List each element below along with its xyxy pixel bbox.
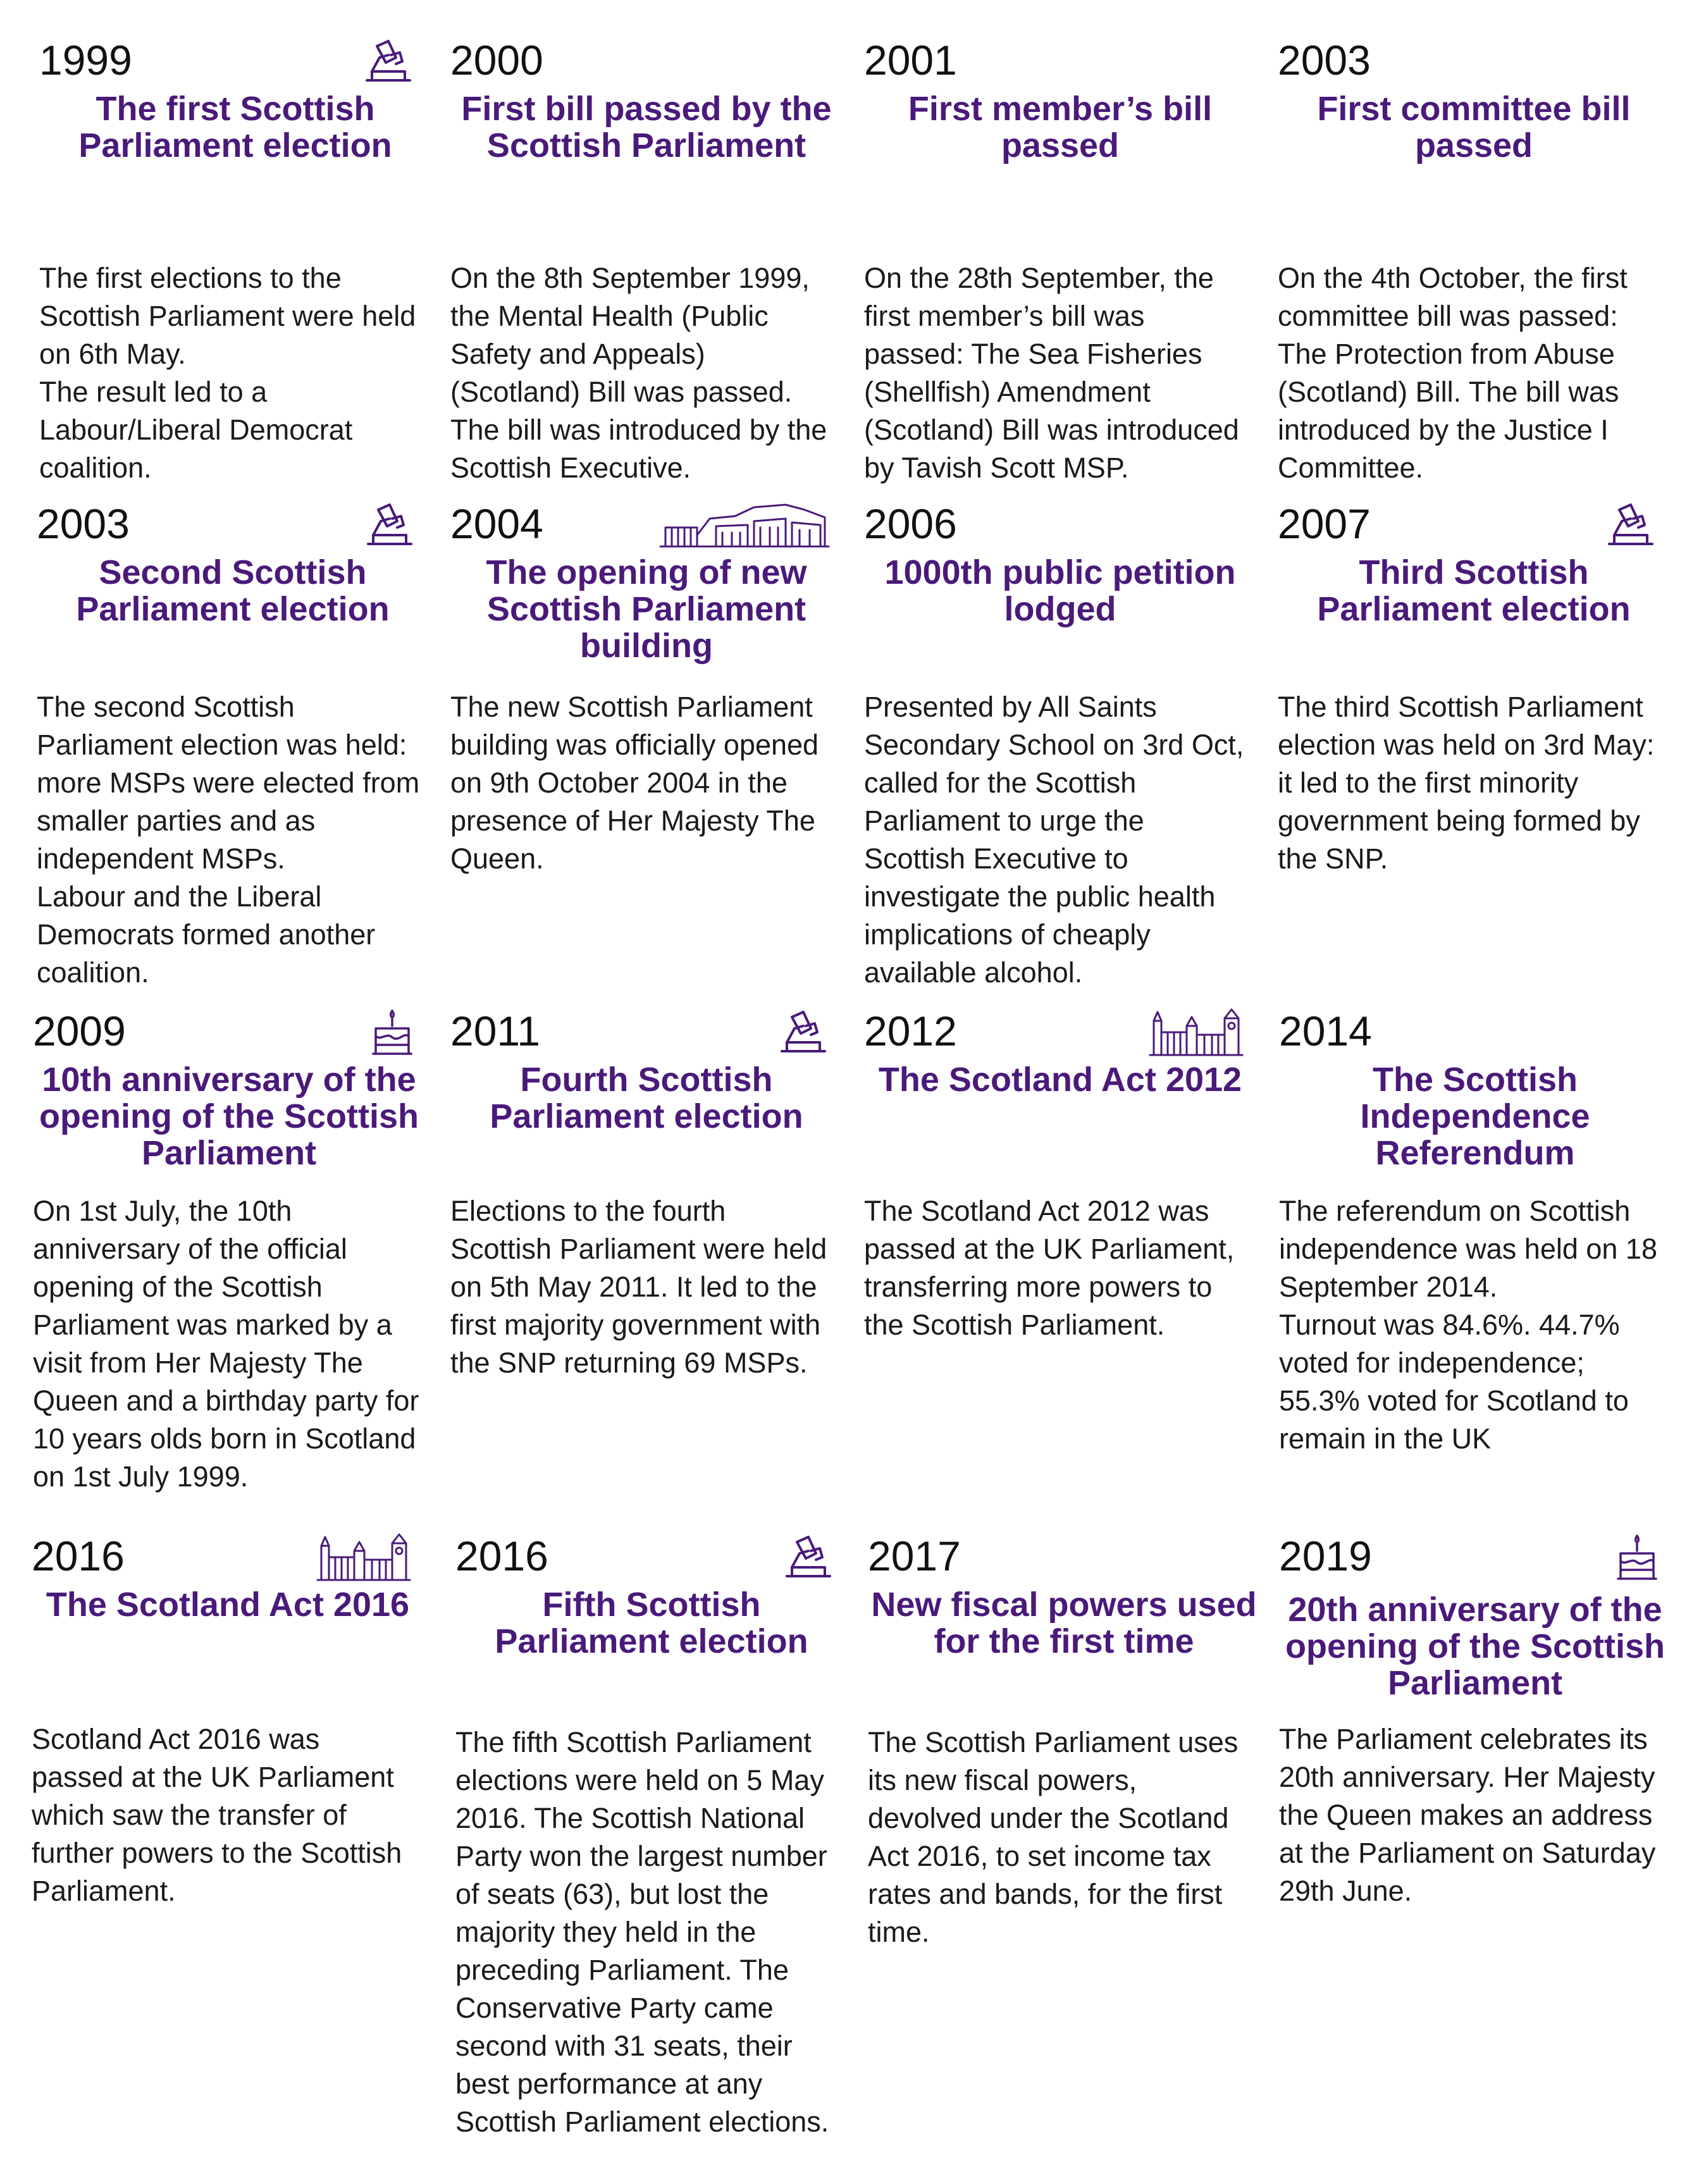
entry-description: On the 8th September 1999, the Mental Health (Public Safety and Appeals) (Scotland) Bill was passed. The bill was introduced by the Scottish Executive. bbox=[450, 262, 827, 484]
entry-description: The Scotland Act 2012 was passed at the UK Parliament, transferring more powers to the Scottish Parliament. bbox=[864, 1195, 1235, 1341]
entry-description: The Scottish Parliament uses its new fiscal powers, devolved under the Scotland Act 2016, to set income tax rates and bands, for the first time. bbox=[868, 1726, 1239, 1948]
birthday-cake-icon bbox=[1613, 1532, 1661, 1582]
birthday-cake-icon bbox=[368, 1007, 416, 1058]
entry-description: Presented by All Saints Secondary School on 3rd Oct, called for the Scottish Parliament to urge the Scottish Executive to investigate the public health implications of cheaply available alcohol. bbox=[864, 691, 1244, 989]
entry-year: 2017 bbox=[868, 1533, 961, 1579]
westminster-icon bbox=[1149, 1007, 1244, 1058]
entry-year: 2014 bbox=[1279, 1008, 1372, 1054]
entry-year: 2003 bbox=[1278, 37, 1371, 83]
entry-year: 2004 bbox=[450, 500, 543, 547]
parliament-building-icon bbox=[659, 500, 830, 550]
entry-year: 1999 bbox=[39, 37, 132, 83]
entry-year: 2003 bbox=[37, 500, 130, 547]
ballot-box-icon bbox=[364, 500, 415, 550]
entry-description: The fifth Scottish Parliament elections were held on 5 May 2016. The Scottish National Party won the largest number of seats (63), but lost the majority they held in the preceding Parliament. The Conservative Party came second with 31 seats, their best performance at any Scottish Parliament elections. bbox=[455, 1726, 829, 2138]
ballot-box-icon bbox=[363, 36, 414, 87]
entry-title: First committee bill passed bbox=[1317, 90, 1631, 164]
entry-title: First bill passed by the Scottish Parliament bbox=[461, 90, 832, 164]
entry-description: On the 4th October, the first committee bill was passed: The Protection from Abuse (Scotland) Bill. The bill was introduced by the Justice I Committee. bbox=[1278, 262, 1628, 484]
entry-title: Fourth Scottish Parliament election bbox=[490, 1061, 803, 1135]
entry-description: The referendum on Scottish independence was held on 18 September 2014. Turnout was 84.6%. 44.7% voted for independence; 55.3% voted for Scotland to remain in the UK bbox=[1279, 1195, 1657, 1455]
entry-title: 10th anniversary of the opening of the Scottish Parliament bbox=[39, 1061, 419, 1172]
entry-description: The Parliament celebrates its 20th anniversary. Her Majesty the Queen makes an address at the Parliament on Saturday 29th June. bbox=[1279, 1723, 1656, 1907]
entry-title: Second Scottish Parliament election bbox=[76, 553, 390, 628]
entry-description: The first elections to the Scottish Parliament were held on 6th May. The result led to a Labour/Liberal Democrat coalition. bbox=[39, 262, 416, 484]
entry-description: On 1st July, the 10th anniversary of the official opening of the Scottish Parliament was marked by a visit from Her Majesty The Queen and a birthday party for 10 years olds born in Scotland on 1st July 1999. bbox=[33, 1195, 419, 1493]
entry-year: 2007 bbox=[1278, 500, 1371, 547]
entry-title: The Scottish Independence Referendum bbox=[1360, 1061, 1590, 1172]
entry-year: 2006 bbox=[864, 500, 957, 547]
entry-title: First member’s bill passed bbox=[908, 90, 1213, 164]
ballot-box-icon bbox=[778, 1007, 829, 1058]
entry-year: 2009 bbox=[33, 1008, 126, 1054]
entry-title: Third Scottish Parliament election bbox=[1317, 553, 1631, 628]
entry-year: 2019 bbox=[1279, 1533, 1372, 1579]
ballot-box-icon bbox=[783, 1532, 834, 1582]
entry-title: 1000th public petition lodged bbox=[884, 553, 1236, 628]
entry-year: 2016 bbox=[455, 1533, 548, 1579]
entry-title: The first Scottish Parliament election bbox=[78, 90, 392, 164]
entry-year: 2000 bbox=[450, 37, 543, 83]
entry-title: Fifth Scottish Parliament election bbox=[495, 1586, 808, 1660]
entry-description: On the 28th September, the first member’s bill was passed: The Sea Fisheries (Shellfish) Amendment (Scotland) Bill was introduced by Tavish Scott MSP. bbox=[864, 262, 1239, 484]
entry-title: New fiscal powers used for the first time bbox=[871, 1586, 1257, 1660]
entry-description: The second Scottish Parliament election was held: more MSPs were elected from smaller parties and as independent MSPs. Labour and the Liberal Democrats formed another coalition. bbox=[37, 691, 420, 989]
entry-title: The Scotland Act 2012 bbox=[878, 1061, 1242, 1099]
entry-year: 2001 bbox=[864, 37, 957, 83]
entry-year: 2012 bbox=[864, 1008, 957, 1054]
westminster-icon bbox=[316, 1532, 411, 1582]
entry-year: 2011 bbox=[450, 1008, 540, 1054]
entry-description: The third Scottish Parliament election was held on 3rd May: it led to the first minority government being formed by the SNP. bbox=[1278, 691, 1655, 875]
entry-year: 2016 bbox=[32, 1533, 125, 1579]
ballot-box-icon bbox=[1605, 500, 1656, 550]
entry-title: The opening of new Scottish Parliament building bbox=[486, 553, 807, 665]
entry-title: 20th anniversary of the opening of the Scottish Parliament bbox=[1285, 1591, 1665, 1702]
entry-description: Elections to the fourth Scottish Parliament were held on 5th May 2011. It led to the first majority government with the SNP returning 69 MSPs. bbox=[450, 1195, 827, 1379]
entry-description: The new Scottish Parliament building was officially opened on 9th October 2004 in the presence of Her Majesty The Queen. bbox=[450, 691, 819, 875]
entry-description: Scotland Act 2016 was passed at the UK Parliament which saw the transfer of further powers to the Scottish Parliament. bbox=[32, 1723, 402, 1907]
entry-title: The Scotland Act 2016 bbox=[46, 1586, 410, 1624]
